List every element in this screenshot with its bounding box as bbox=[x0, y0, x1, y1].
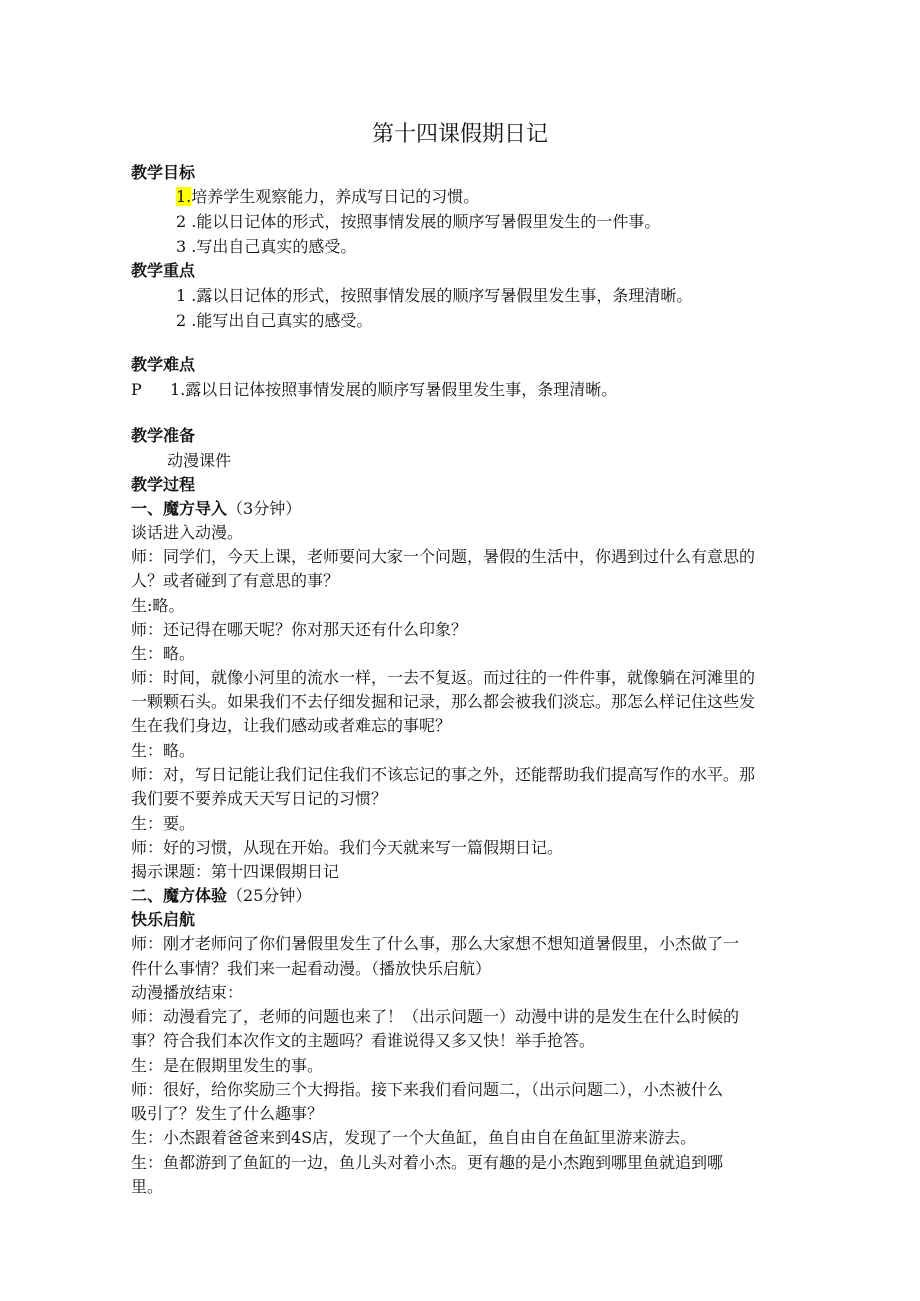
key-item-2: 2 .能写出自己真实的感受。 bbox=[176, 311, 373, 330]
body-line: 生：鱼都游到了鱼缸的一边，鱼儿头对着小杰。更有趣的是小杰跑到哪里鱼就追到哪 bbox=[131, 1153, 724, 1172]
body-line: 师：刚才老师问了你们暑假里发生了什么事，那么大家想不想知道暑假里，小杰做了一 bbox=[131, 934, 740, 953]
body-line: 件什么事情？我们来一起看动漫。（播放快乐启航） bbox=[131, 959, 492, 978]
goal-item-3-text: .写出自己真实的感受。 bbox=[186, 237, 357, 256]
difficulty-item: 1.露以日记体按照事情发展的顺序写暑假里发生事，条理清晰。 bbox=[170, 380, 618, 399]
body-line: 事？符合我们本次作文的主题吗？看谁说得又多又快！举手抢答。 bbox=[131, 1031, 596, 1050]
part1-heading bbox=[131, 498, 301, 520]
body-line: 师：时间，就像小河里的流水一样，一去不复返。而过往的一件件事，就像躺在河滩里的 bbox=[131, 668, 756, 687]
body-line: 生：小杰跟着爸爸来到4S店，发现了一个大鱼缸，鱼自由自在鱼缸里游来游去。 bbox=[131, 1128, 697, 1147]
key-heading: 教学重点 bbox=[131, 261, 196, 280]
difficulty-marker: P bbox=[131, 380, 142, 399]
body-line: 生：略。 bbox=[131, 644, 196, 663]
body-line: 人？或者碰到了有意思的事？ bbox=[131, 571, 340, 590]
body-line: 师：同学们，今天上课，老师要问大家一个问题，暑假的生活中，你遇到过什么有意思的 bbox=[131, 547, 756, 566]
body-line: 生：要。 bbox=[131, 814, 196, 833]
body-line: 生：是在假期里发生的事。 bbox=[131, 1056, 324, 1075]
difficulty-heading: 教学难点 bbox=[131, 355, 196, 374]
body-line: 师：动漫看完了，老师的问题也来了！（出示问题一）动漫中讲的是发生在什么时候的 bbox=[131, 1007, 740, 1026]
process-heading: 教学过程 bbox=[131, 475, 196, 494]
part1-label: 一、魔方导入 bbox=[131, 499, 228, 518]
goal-item-1-text: 培养学生观察能力，养成写日记的习惯。 bbox=[191, 187, 480, 206]
body-line: 师：很好，给你奖励三个大拇指。接下来我们看问题二，（出示问题二），小杰被什么 bbox=[131, 1080, 724, 1099]
body-line: 生在我们身边，让我们感动或者难忘的事呢？ bbox=[131, 716, 452, 735]
part2-heading bbox=[131, 885, 311, 907]
goal-item-2-text: .能以日记体的形式，按照事情发展的顺序写暑假里发生的一件事。 bbox=[186, 212, 661, 231]
prep-heading: 教学准备 bbox=[131, 426, 196, 445]
body-line: 师：对，写日记能让我们记住我们不该忘记的事之外，还能帮助我们提高写作的水平。那 bbox=[131, 765, 756, 784]
goal-item-3 bbox=[176, 236, 356, 258]
key-item-1: 1 .露以日记体的形式，按照事情发展的顺序写暑假里发生事，条理清晰。 bbox=[176, 286, 693, 305]
prep-text: 动漫课件 bbox=[167, 451, 232, 470]
goal-item-3-number: 3 bbox=[176, 237, 187, 256]
body-line: 生:略。 bbox=[131, 596, 185, 615]
subsection-heading: 快乐启航 bbox=[131, 910, 196, 929]
part1-time: （3分钟） bbox=[227, 499, 302, 518]
body-line: 揭示课题：第十四课假期日记 bbox=[131, 862, 340, 881]
body-line: 我们要不要养成天天写日记的习惯？ bbox=[131, 789, 388, 808]
goals-heading: 教学目标 bbox=[131, 163, 196, 182]
part2-time: （25分钟） bbox=[227, 886, 312, 905]
part2-label: 二、魔方体验 bbox=[131, 886, 228, 905]
page-title: 第十四课假期日记 bbox=[371, 122, 548, 147]
body-line: 一颗颗石头。如果我们不去仔细发掘和记录，那么都会被我们淡忘。那怎么样记住这些发 bbox=[131, 692, 756, 711]
goal-item-1 bbox=[176, 186, 479, 208]
body-line: 动漫播放结束： bbox=[131, 983, 244, 1002]
body-line: 谈话进入动漫。 bbox=[131, 523, 244, 542]
body-line: 师：好的习惯，从现在开始。我们今天就来写一篇假期日记。 bbox=[131, 838, 564, 857]
body-line: 吸引了？发生了什么趣事？ bbox=[131, 1104, 324, 1123]
body-line: 里。 bbox=[131, 1177, 164, 1196]
goal-item-2-number: 2 bbox=[176, 212, 187, 231]
body-line: 师：还记得在哪天呢？你对那天还有什么印象？ bbox=[131, 620, 468, 639]
goal-item-1-number: 1. bbox=[176, 187, 192, 206]
body-line: 生：略。 bbox=[131, 741, 196, 760]
goal-item-2 bbox=[176, 211, 660, 233]
